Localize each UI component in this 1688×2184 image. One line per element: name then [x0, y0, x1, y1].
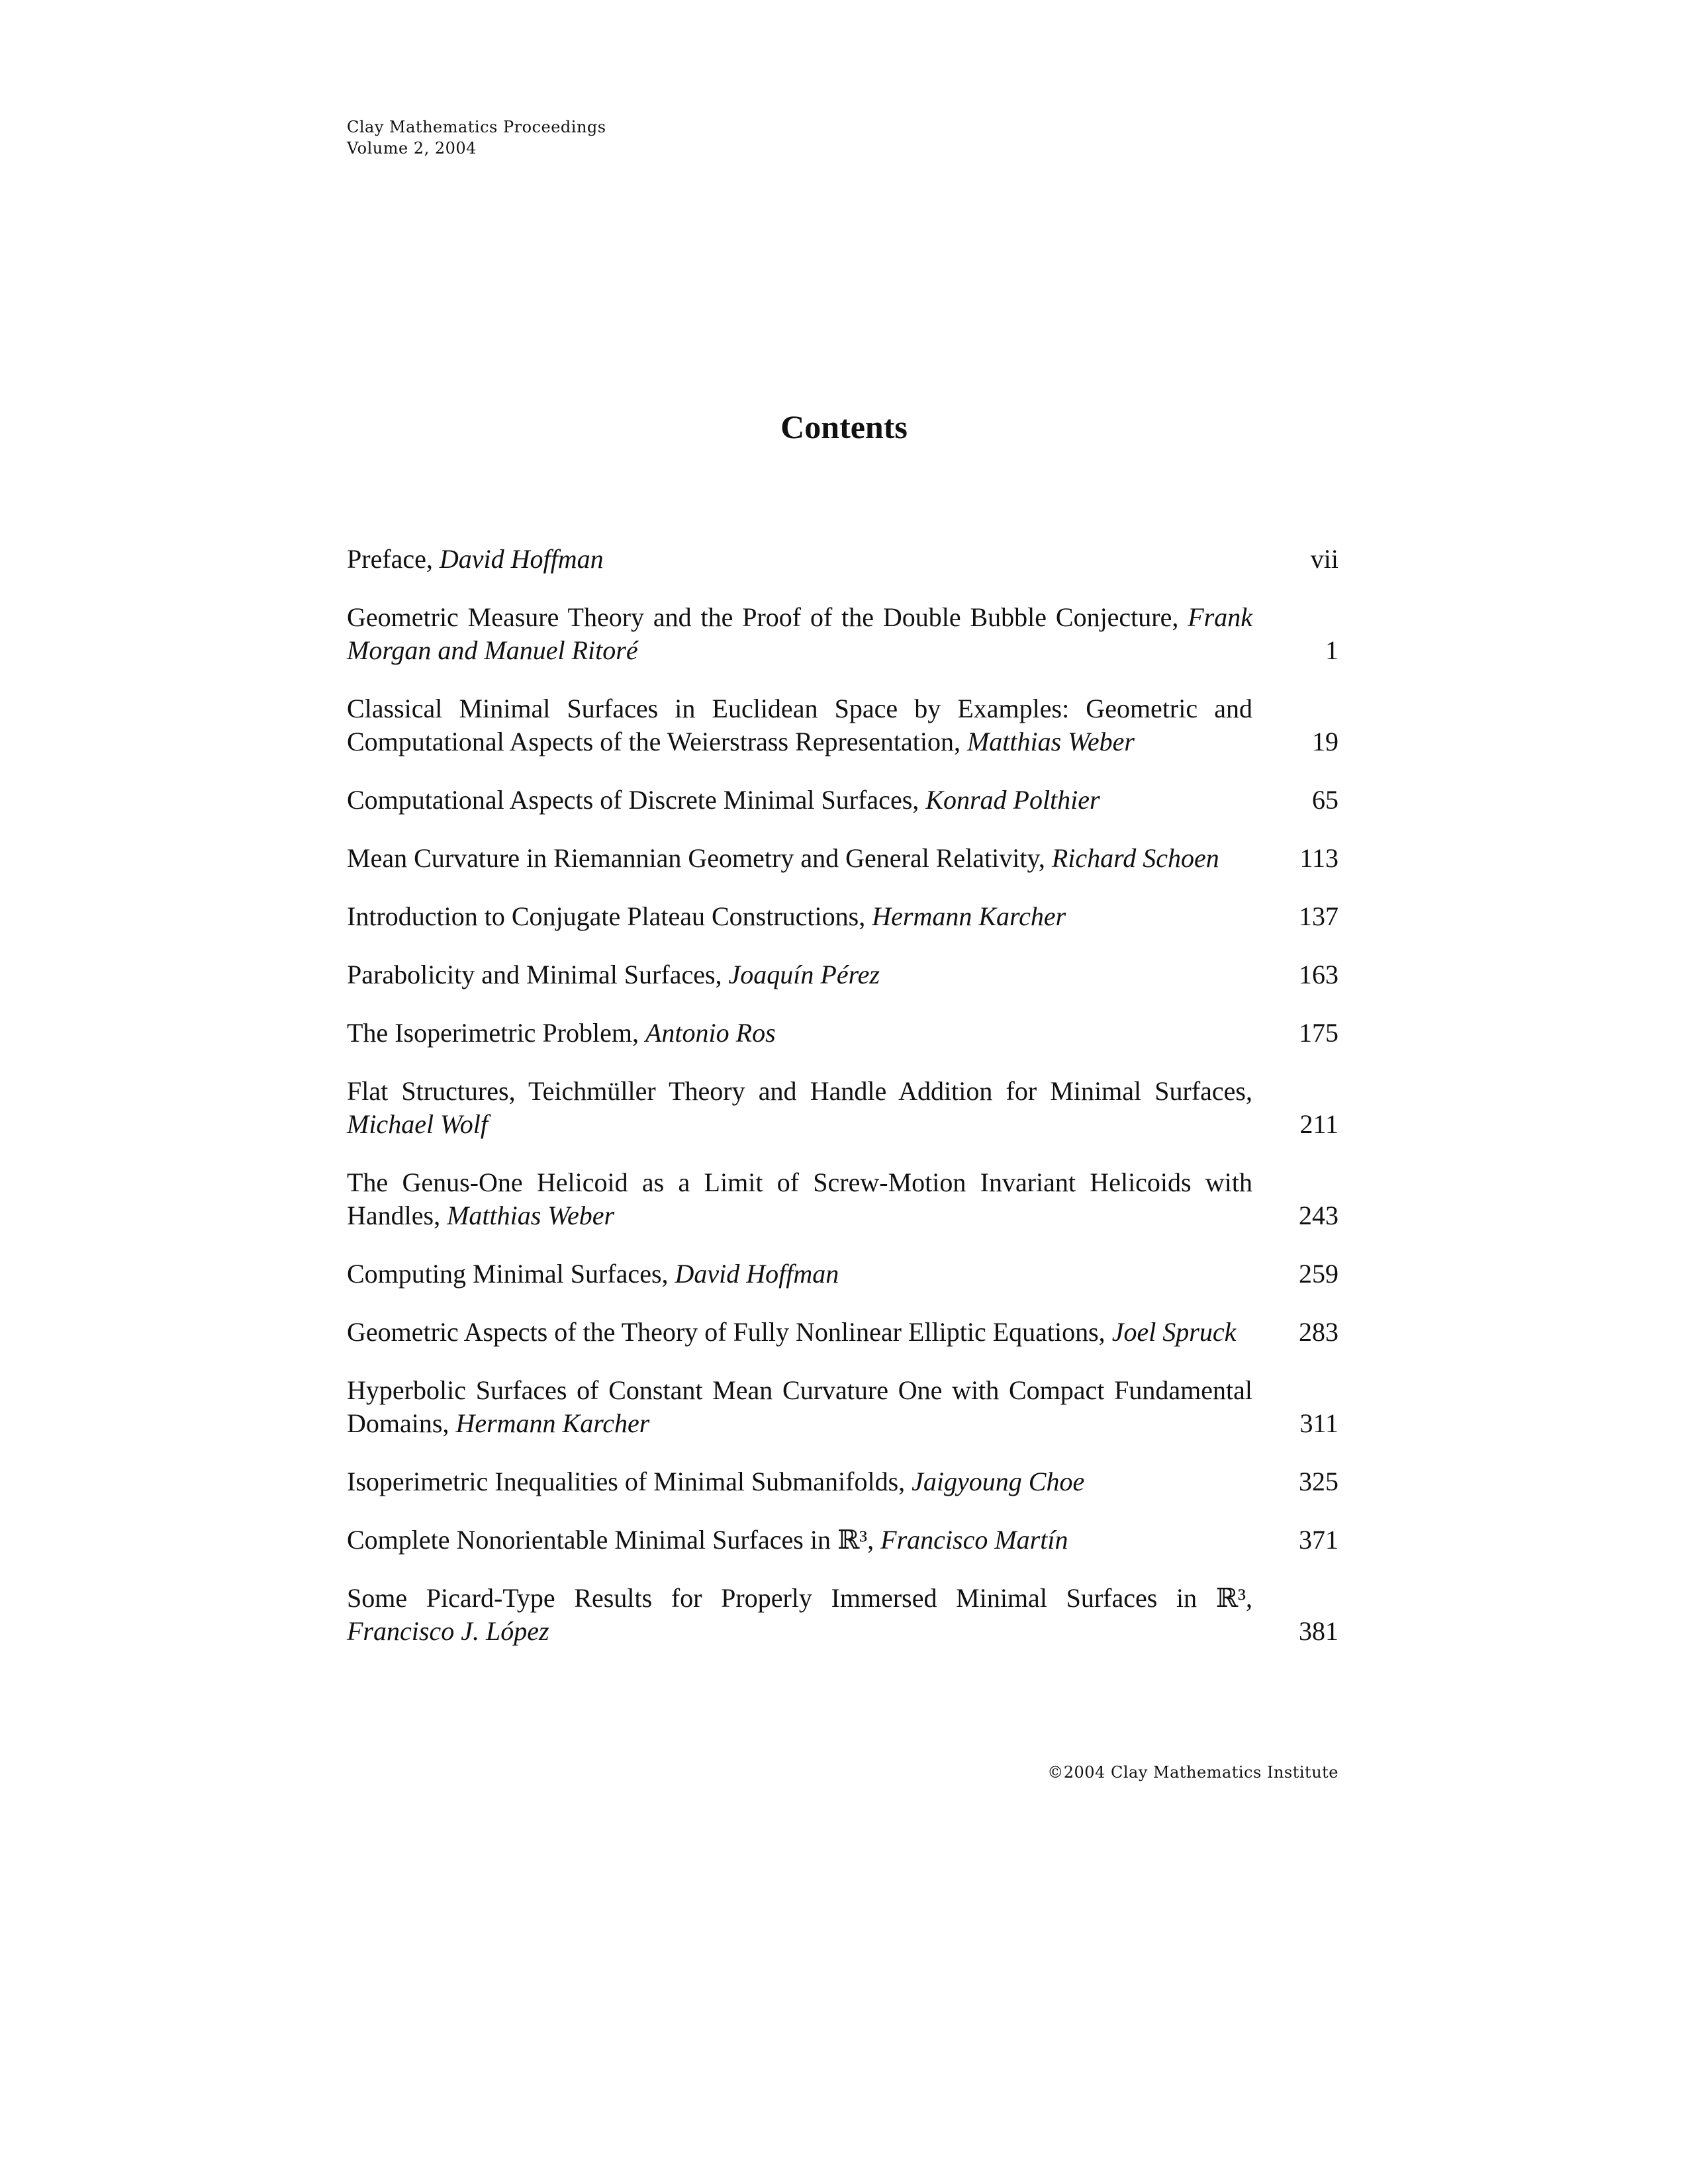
toc-entry-hyperbolic-surfaces [347, 1374, 1338, 1440]
copyright-notice: ©2004 Clay Mathematics Institute [1047, 1763, 1338, 1782]
toc-entry-author: Frank Morgan and Manuel Ritoré [347, 602, 1252, 665]
toc-entry-author: David Hoffman [675, 1259, 839, 1289]
toc-entry-computing-minimal-surfaces [347, 1257, 1338, 1291]
toc-entry-text [347, 842, 1279, 875]
toc-entry-page: 381 [1299, 1616, 1338, 1646]
toc-entry-title: Computational Aspects of Discrete Minimal Surfaces, [347, 785, 926, 815]
toc-entry-title: Mean Curvature in Riemannian Geometry and General Relativity, [347, 843, 1052, 873]
toc-entry-author: Francisco Martín [880, 1525, 1068, 1555]
toc-entry-picard-type-results [347, 1582, 1338, 1648]
toc-entry-author: Jaigyoung Choe [912, 1467, 1085, 1496]
toc-entry-page: 325 [1299, 1467, 1338, 1496]
toc-entry-nonlinear-elliptic [347, 1316, 1338, 1349]
toc-entry-page: 243 [1299, 1201, 1338, 1230]
toc-entry-text [347, 1582, 1279, 1648]
toc-entry-author: Matthias Weber [447, 1201, 615, 1230]
toc-entry-title: Geometric Measure Theory and the Proof of the Double Bubble Conjecture, [347, 602, 1188, 632]
toc-entry-text [347, 692, 1279, 758]
toc-entry-title: Computing Minimal Surfaces, [347, 1259, 675, 1289]
toc-entry-author: Hermann Karcher [872, 901, 1066, 931]
toc-entry-text [347, 1465, 1279, 1498]
toc-entry-title: The Isoperimetric Problem, [347, 1018, 645, 1048]
toc-entry-isoperimetric-inequalities [347, 1465, 1338, 1498]
toc-entry-preface [347, 543, 1338, 576]
toc-entry-parabolicity [347, 958, 1338, 991]
toc-entry-page: 259 [1299, 1259, 1338, 1289]
toc-entry-title: Classical Minimal Surfaces in Euclidean Space by Examples: Geometric and Computational Aspects of the Weierstrass Representation, [347, 694, 1252, 756]
toc-entry-text [347, 1166, 1279, 1232]
toc-entry-title: Hyperbolic Surfaces of Constant Mean Curvature One with Compact Fundamental Domains, [347, 1375, 1252, 1438]
toc-entry-author: Richard Schoen [1051, 843, 1219, 873]
volume-info: Volume 2, 2004 [347, 139, 477, 158]
toc-entry-author: David Hoffman [439, 544, 604, 574]
toc-entry-nonorientable-surfaces [347, 1524, 1338, 1557]
toc-entry-page: 371 [1299, 1525, 1338, 1555]
toc-entry-genus-one-helicoid [347, 1166, 1338, 1232]
toc-entry-page: 137 [1299, 901, 1338, 931]
toc-entry-author: Francisco J. López [347, 1616, 549, 1646]
toc-entry-text [347, 1524, 1279, 1557]
page-title: Contents [780, 408, 908, 445]
toc-entry-title: Flat Structures, Teichmüller Theory and Handle Addition for Minimal Surfaces, [347, 1076, 1252, 1106]
toc-entry-title: Geometric Aspects of the Theory of Fully Nonlinear Elliptic Equations, [347, 1317, 1112, 1347]
toc-entry-text [347, 1257, 1279, 1291]
toc-entry-mean-curvature [347, 842, 1338, 875]
toc-entry-discrete-minimal-surfaces [347, 784, 1338, 817]
toc-entry-title: Introduction to Conjugate Plateau Constructions, [347, 901, 872, 931]
toc-entry-page: vii [1310, 544, 1338, 574]
toc-entry-text [347, 958, 1279, 991]
toc-entry-isoperimetric-problem [347, 1017, 1338, 1050]
toc-entry-title: Isoperimetric Inequalities of Minimal Submanifolds, [347, 1467, 912, 1496]
toc-entry-page: 283 [1299, 1317, 1338, 1347]
toc-entry-text [347, 900, 1279, 933]
toc-entry-author: Michael Wolf [347, 1109, 488, 1139]
series-name: Clay Mathematics Proceedings [347, 118, 606, 136]
toc-entry-title: Complete Nonorientable Minimal Surfaces in ℝ³, [347, 1525, 881, 1555]
toc-entry-flat-structures [347, 1075, 1338, 1141]
toc-entry-title: Some Picard-Type Results for Properly Immersed Minimal Surfaces in ℝ³, [347, 1583, 1252, 1613]
toc-entry-classical-minimal-surfaces [347, 692, 1338, 758]
toc-entry-author: Hermann Karcher [455, 1408, 650, 1438]
toc-entry-author: Antonio Ros [645, 1018, 776, 1048]
toc-entry-page: 19 [1312, 727, 1338, 756]
toc-entry-text [347, 1075, 1279, 1141]
toc-entry-text [347, 543, 1279, 576]
running-header [347, 116, 606, 159]
toc-entry-title: Preface, [347, 544, 440, 574]
toc-entry-page: 113 [1299, 843, 1338, 873]
toc-entry-page: 65 [1312, 785, 1338, 815]
toc-entry-conjugate-plateau [347, 900, 1338, 933]
toc-entry-page: 163 [1299, 960, 1338, 989]
toc-entry-double-bubble [347, 601, 1338, 667]
toc-entry-author: Matthias Weber [966, 727, 1135, 756]
toc-entry-text [347, 601, 1279, 667]
toc-entry-author: Joaquín Pérez [728, 960, 880, 989]
toc-entry-title: The Genus-One Helicoid as a Limit of Screw-Motion Invariant Helicoids with Handles, [347, 1167, 1252, 1230]
toc-entry-text [347, 784, 1279, 817]
toc-entry-text [347, 1017, 1279, 1050]
toc-entry-page: 311 [1299, 1408, 1338, 1438]
toc-entry-title: Parabolicity and Minimal Surfaces, [347, 960, 729, 989]
toc-entry-text [347, 1374, 1279, 1440]
table-of-contents [347, 543, 1338, 1673]
toc-entry-text [347, 1316, 1279, 1349]
toc-entry-page: 175 [1299, 1018, 1338, 1048]
toc-entry-page: 211 [1299, 1109, 1338, 1139]
toc-entry-page: 1 [1325, 635, 1338, 665]
toc-entry-author: Konrad Polthier [925, 785, 1100, 815]
toc-entry-author: Joel Spruck [1111, 1317, 1237, 1347]
